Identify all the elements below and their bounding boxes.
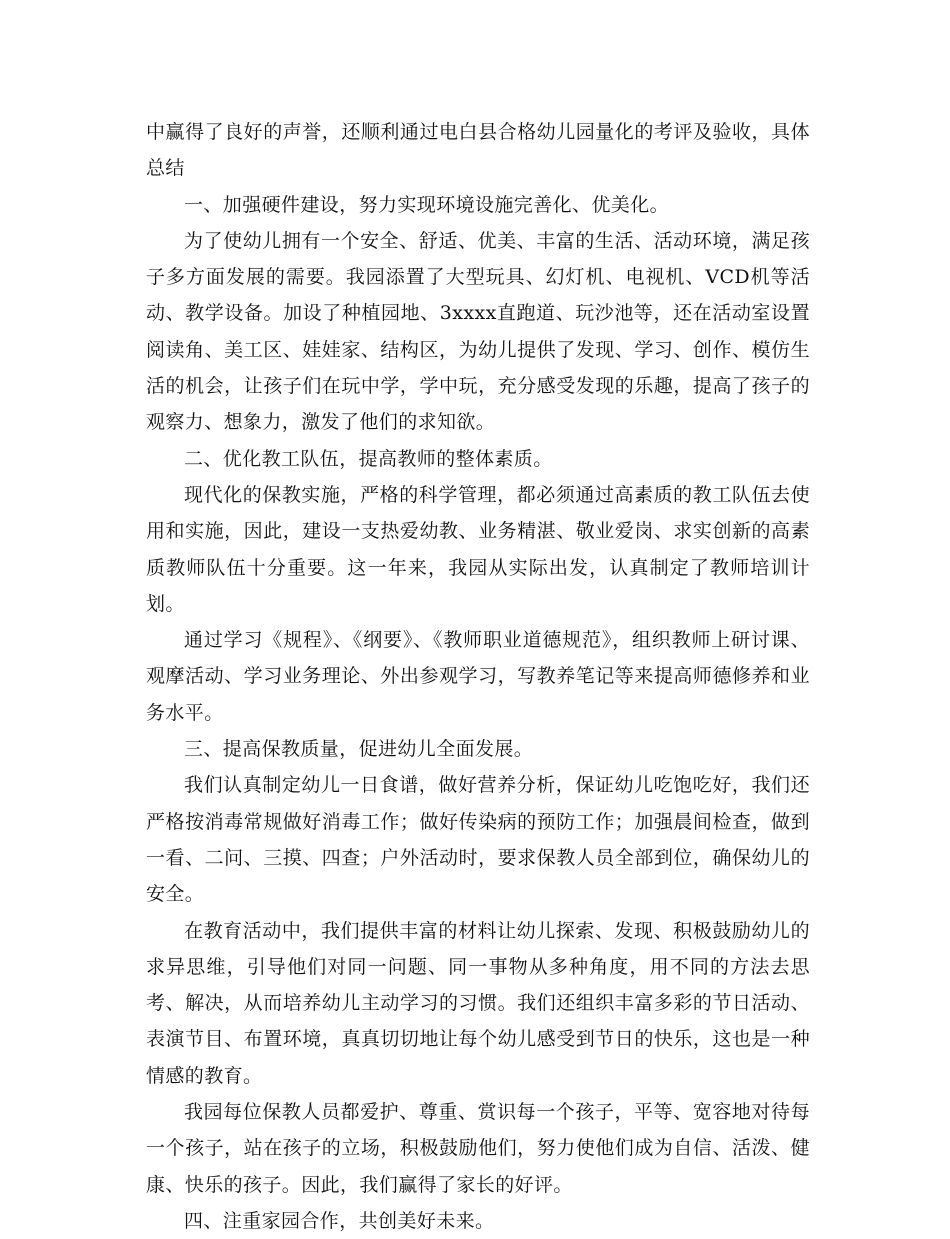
document-body xyxy=(146,114,810,1239)
section-heading-cooperation: 四、注重家园合作，共创美好未来。 xyxy=(184,1209,495,1232)
paragraph-training: 通过学习《规程》、《纲要》、《教师职业道德规范》，组织教师上研讨课、观摩活动、学习业务理论、外出参观学习，写教养笔记等来提高师德修养和业务水平。 xyxy=(146,629,810,724)
paragraph-health: 我们认真制定幼儿一日食谱，做好营养分析，保证幼儿吃饱吃好，我们还严格按消毒常规做好消毒工作；做好传染病的预防工作；加强晨间检查，做到一看、二问、三摸、四查；户外活动时，要求保教人员全部到位，确保幼儿的安全。 xyxy=(146,774,810,906)
paragraph-continuation: 中赢得了良好的声誉，还顺利通过电白县合格幼儿园量化的考评及验收，具体总结 xyxy=(146,121,810,180)
section-heading-quality: 三、提高保教质量，促进幼儿全面发展。 xyxy=(184,738,534,761)
paragraph-staff: 现代化的保教实施，严格的科学管理，都必须通过高素质的教工队伍去使用和实施，因此，建设一支热爱幼教、业务精湛、敬业爱岗、求实创新的高素质教师队伍十分重要。这一年来，我园从实际出发，认真制定了教师培训计划。 xyxy=(146,483,810,615)
paragraph-respect: 我园每位保教人员都爱护、尊重、赏识每一个孩子，平等、宽容地对待每一个孩子，站在孩子的立场，积极鼓励他们，努力使他们成为自信、活泼、健康、快乐的孩子。因此，我们赢得了家长的好评。 xyxy=(146,1101,810,1196)
paragraph-hardware: 为了使幼儿拥有一个安全、舒适、优美、丰富的生活、活动环境，满足孩子多方面发展的需要。我园添置了大型玩具、幻灯机、电视机、VCD机等活动、教学设备。加设了种植园地、3xxxx直跑道、玩沙池等，还在活动室设置阅读角、美工区、娃娃家、结构区，为幼儿提供了发现、学习、创作、模仿生活的机会，让孩子们在玩中学，学中玩，充分感受发现的乐趣，提高了孩子的观察力、想象力，激发了他们的求知欲。 xyxy=(146,229,810,434)
section-heading-staff: 二、优化教工队伍，提高教师的整体素质。 xyxy=(184,447,553,470)
section-heading-hardware: 一、加强硬件建设，努力实现环境设施完善化、优美化。 xyxy=(184,193,670,216)
paragraph-education: 在教育活动中，我们提供丰富的材料让幼儿探索、发现、积极鼓励幼儿的求异思维，引导他们对同一问题、同一事物从多种角度，用不同的方法去思考、解决，从而培养幼儿主动学习的习惯。我们还组织丰富多彩的节日活动、表演节目、布置环境，真真切切地让每个幼儿感受到节日的快乐，这也是一种情感的教育。 xyxy=(146,919,810,1087)
